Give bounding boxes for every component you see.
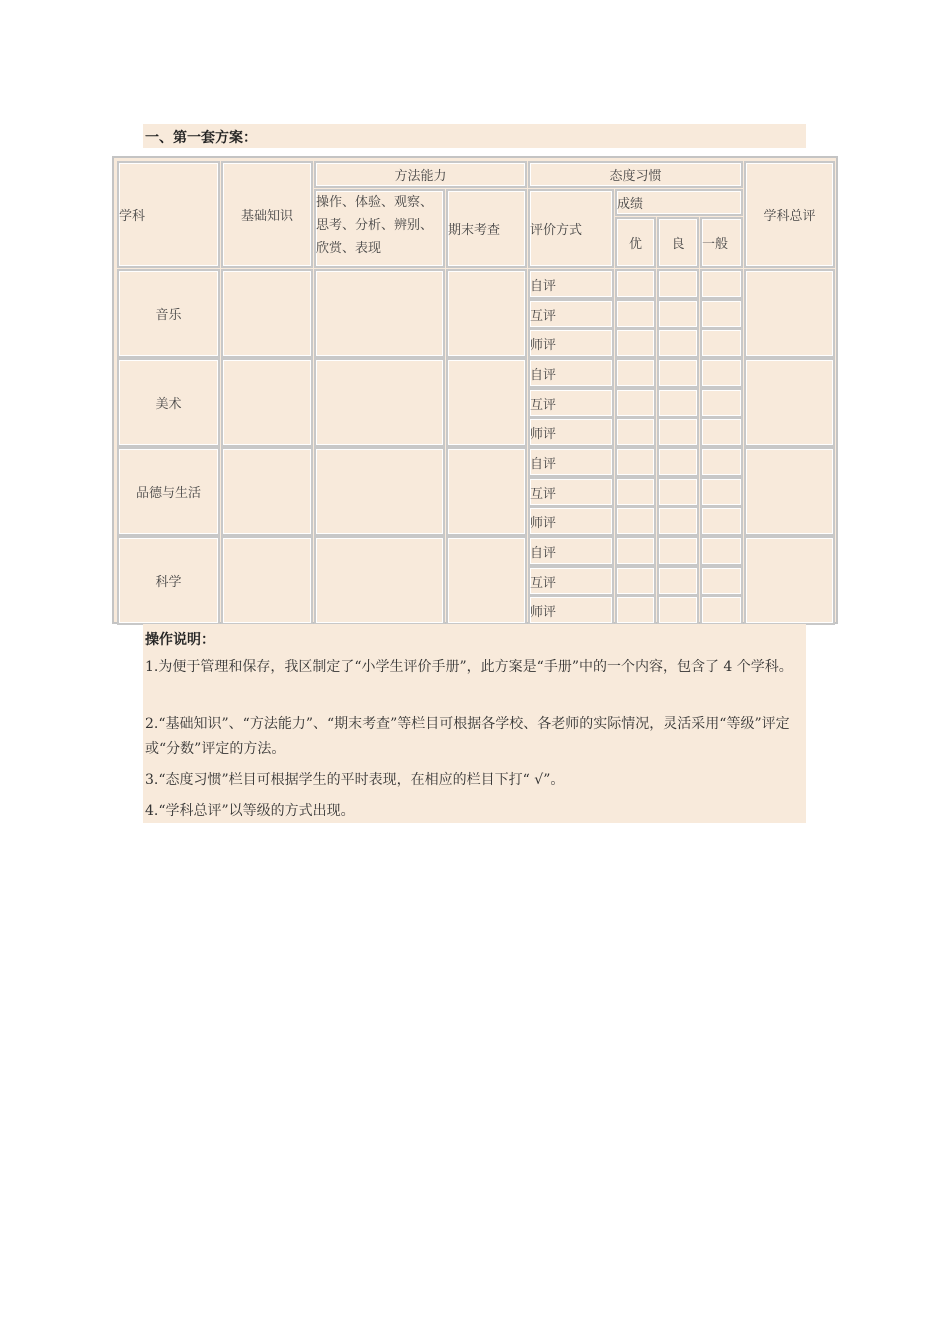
grade-good-cell: [657, 595, 699, 625]
grade-excellent-cell: [615, 269, 656, 299]
grade-average-cell: [700, 328, 743, 358]
eval-method-cell: 自评: [528, 447, 614, 477]
eval-method-cell: 互评: [528, 299, 614, 329]
grade-average-cell: [700, 447, 743, 477]
header-attitude: 态度习惯: [528, 161, 743, 188]
note-item-3: 3.“态度习惯”栏目可根据学生的平时表现，在相应的栏目下打“ √”。: [145, 772, 565, 788]
subject-overall-cell: [744, 447, 835, 536]
header-method-sub: 操作、体验、观察、思考、分析、辨别、欣赏、表现: [314, 189, 445, 268]
grade-average-cell: [700, 388, 743, 418]
grade-excellent-cell: [615, 506, 656, 536]
header-grade-good: 良: [657, 217, 699, 268]
subject-cell: 美术: [117, 358, 220, 447]
note-item-1: 1.为便于管理和保存，我区制定了“小学生评价手册”，此方案是“手册”中的一个内容，包含了 4 个学科。: [145, 659, 793, 675]
eval-method-cell: 自评: [528, 536, 614, 566]
evaluation-table: [112, 156, 838, 624]
grade-excellent-cell: [615, 328, 656, 358]
grade-average-cell: [700, 566, 743, 596]
note-item-4: 4.“学科总评”以等级的方式出现。: [145, 803, 355, 819]
eval-method-cell: 互评: [528, 477, 614, 507]
method-sub-cell: [314, 536, 445, 625]
grade-good-cell: [657, 447, 699, 477]
grade-excellent-cell: [615, 566, 656, 596]
subject-overall-cell: [744, 536, 835, 625]
grade-excellent-cell: [615, 447, 656, 477]
eval-method-cell: 师评: [528, 595, 614, 625]
grade-average-cell: [700, 299, 743, 329]
header-subject: 学科: [117, 161, 220, 268]
heading-band: [143, 124, 806, 148]
final-exam-cell: [446, 447, 527, 536]
eval-method-cell: 师评: [528, 506, 614, 536]
header-method-ability: 方法能力: [314, 161, 527, 188]
grade-average-cell: [700, 477, 743, 507]
header-final-exam: 期末考查: [446, 189, 527, 268]
eval-method-cell: 自评: [528, 358, 614, 388]
basic-knowledge-cell: [221, 358, 313, 447]
subject-overall-cell: [744, 269, 835, 358]
subject-cell: 品德与生活: [117, 447, 220, 536]
header-eval-method: 评价方式: [528, 189, 614, 268]
grade-good-cell: [657, 417, 699, 447]
grade-excellent-cell: [615, 477, 656, 507]
subject-cell: 科学: [117, 536, 220, 625]
grade-excellent-cell: [615, 358, 656, 388]
grade-excellent-cell: [615, 595, 656, 625]
eval-method-cell: 互评: [528, 388, 614, 418]
final-exam-cell: [446, 536, 527, 625]
grade-good-cell: [657, 566, 699, 596]
eval-method-cell: 自评: [528, 269, 614, 299]
grade-good-cell: [657, 477, 699, 507]
grade-average-cell: [700, 269, 743, 299]
grade-average-cell: [700, 358, 743, 388]
grade-excellent-cell: [615, 299, 656, 329]
subject-cell: 音乐: [117, 269, 220, 358]
basic-knowledge-cell: [221, 269, 313, 358]
grade-good-cell: [657, 506, 699, 536]
method-sub-cell: [314, 447, 445, 536]
basic-knowledge-cell: [221, 447, 313, 536]
grade-good-cell: [657, 358, 699, 388]
header-grade-average: 一般: [700, 217, 743, 268]
grade-excellent-cell: [615, 417, 656, 447]
method-sub-cell: [314, 269, 445, 358]
notes-title: 操作说明：: [145, 632, 215, 648]
grade-good-cell: [657, 536, 699, 566]
header-score: 成绩: [615, 189, 743, 216]
notes-section: [143, 624, 806, 823]
note-item-2: 2.“基础知识”、“方法能力”、“期末考查”等栏目可根据各学校、各老师的实际情况，灵活采用“等级”评定或“分数”评定的方法。: [145, 716, 790, 757]
grade-good-cell: [657, 299, 699, 329]
subject-overall-cell: [744, 358, 835, 447]
header-subject-overall: 学科总评: [744, 161, 835, 268]
final-exam-cell: [446, 358, 527, 447]
grade-excellent-cell: [615, 536, 656, 566]
header-grade-excellent: 优: [615, 217, 656, 268]
eval-method-cell: 师评: [528, 417, 614, 447]
grade-average-cell: [700, 417, 743, 447]
grade-average-cell: [700, 506, 743, 536]
grade-excellent-cell: [615, 388, 656, 418]
eval-method-cell: 互评: [528, 566, 614, 596]
eval-method-cell: 师评: [528, 328, 614, 358]
grade-average-cell: [700, 536, 743, 566]
basic-knowledge-cell: [221, 536, 313, 625]
section-heading: 一、第一套方案：: [145, 130, 257, 146]
header-basic-knowledge: 基础知识: [221, 161, 313, 268]
grade-average-cell: [700, 595, 743, 625]
method-sub-cell: [314, 358, 445, 447]
final-exam-cell: [446, 269, 527, 358]
grade-good-cell: [657, 328, 699, 358]
grade-good-cell: [657, 269, 699, 299]
grade-good-cell: [657, 388, 699, 418]
